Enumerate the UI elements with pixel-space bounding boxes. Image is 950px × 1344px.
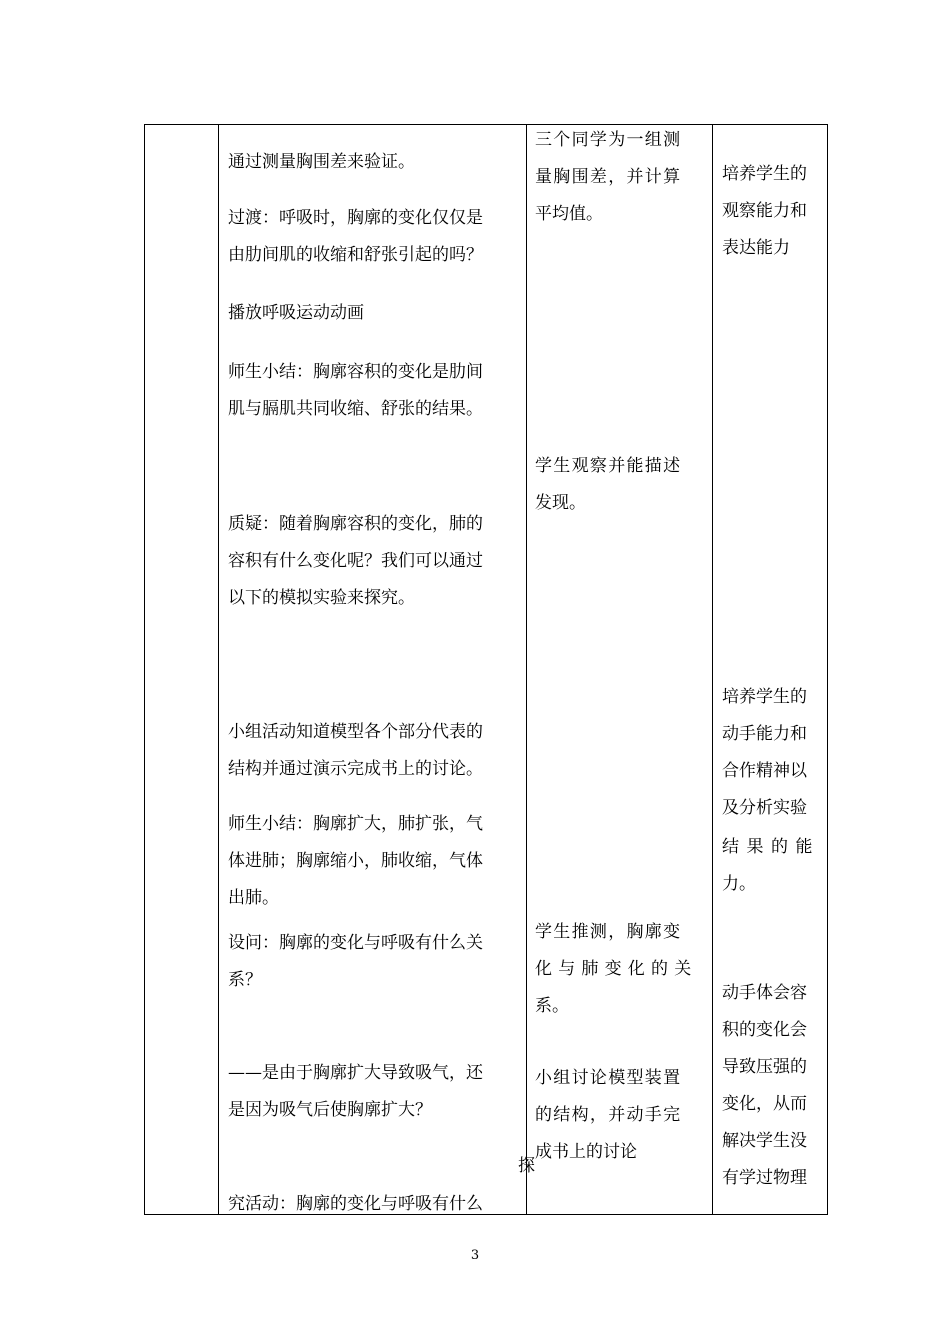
teacher-line: 通过测量胸围差来验证。 (228, 152, 415, 172)
teacher-line: 师生小结：胸廓容积的变化是肋间 (228, 362, 483, 382)
student-line: 学生观察并能描述 (535, 456, 682, 476)
purpose-line: 及分析实验 (722, 798, 807, 818)
purpose-line: 动手体会容 (722, 983, 807, 1003)
purpose-line: 解决学生没 (722, 1131, 807, 1151)
teacher-line: 结构并通过演示完成书上的讨论。 (228, 759, 483, 779)
teacher-line: 容积有什么变化呢？我们可以通过 (228, 551, 483, 571)
purpose-line: 变化，从而 (722, 1094, 807, 1114)
teacher-line: 由肋间肌的收缩和舒张引起的吗？ (228, 245, 483, 265)
student-line: 量胸围差，并计算 (535, 167, 682, 187)
page-number: 3 (470, 1248, 480, 1263)
student-line: 小组讨论模型装置 (535, 1068, 682, 1088)
student-line: 系。 (535, 996, 569, 1016)
purpose-line: 培养学生的 (722, 687, 807, 707)
teacher-line: 以下的模拟实验来探究。 (228, 588, 415, 608)
student-line: 的结构，并动手完 (535, 1105, 682, 1125)
purpose-line: 合作精神以 (722, 761, 807, 781)
teacher-line: 体进肺；胸廓缩小，肺收缩，气体 (228, 851, 483, 871)
student-line: 化与肺变化的关 (535, 959, 698, 979)
teacher-line: 是因为吸气后使胸廓扩大？ (228, 1100, 432, 1120)
teacher-line: 究活动：胸廓的变化与呼吸有什么 (228, 1194, 483, 1214)
student-line: 平均值。 (535, 204, 603, 224)
purpose-line: 有学过物理 (722, 1168, 807, 1188)
purpose-line: 培养学生的 (722, 164, 807, 184)
teacher-line: 系？ (228, 970, 262, 990)
purpose-line: 导致压强的 (722, 1057, 807, 1077)
teacher-line: 设问：胸廓的变化与呼吸有什么关 (228, 933, 483, 953)
teacher-line: 出肺。 (228, 888, 279, 908)
purpose-line: 积的变化会 (722, 1020, 807, 1040)
purpose-line: 观察能力和 (722, 201, 807, 221)
purpose-line: 动手能力和 (722, 724, 807, 744)
column-divider (526, 124, 527, 1215)
student-line: 发现。 (535, 493, 586, 513)
teacher-line: 肌与膈肌共同收缩、舒张的结果。 (228, 399, 483, 419)
purpose-line: 结果的能 (722, 837, 820, 857)
purpose-line: 表达能力 (722, 238, 790, 258)
teacher-line: 师生小结：胸廓扩大，肺扩张，气 (228, 814, 483, 834)
column-divider (218, 124, 219, 1215)
teacher-line: 过渡：呼吸时，胸廓的变化仅仅是 (228, 208, 483, 228)
teacher-line: 播放呼吸运动动画 (228, 303, 364, 323)
teacher-line: ——是由于胸廓扩大导致吸气，还 (228, 1063, 483, 1083)
student-line: 学生推测，胸廓变 (535, 922, 682, 942)
wrapped-char: 探 (518, 1156, 535, 1176)
teacher-line: 小组活动知道模型各个部分代表的 (228, 722, 483, 742)
student-line: 成书上的讨论 (535, 1142, 637, 1162)
column-divider (712, 124, 713, 1215)
purpose-line: 力。 (722, 874, 756, 894)
student-line: 三个同学为一组测 (535, 130, 682, 150)
teacher-line: 质疑：随着胸廓容积的变化，肺的 (228, 514, 483, 534)
